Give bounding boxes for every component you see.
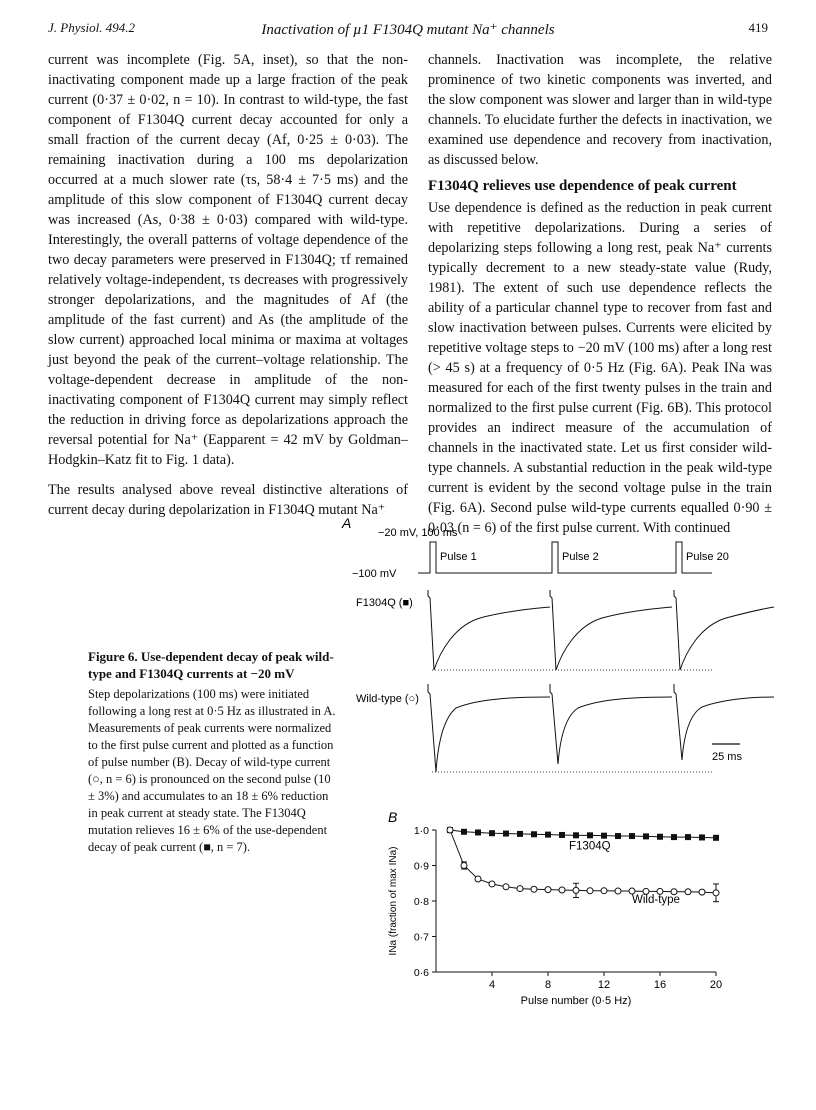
data-point-wildtype <box>545 887 551 893</box>
data-point-f1304q <box>475 829 481 835</box>
x-tick-label: 16 <box>653 979 667 991</box>
data-point-f1304q <box>573 832 579 838</box>
y-axis-label: INa (fraction of max INa) <box>388 846 399 956</box>
f1304q-traces <box>428 590 774 670</box>
caption-title: Figure 6. Use-dependent decay of peak wild-type and F1304Q currents at −20 mV <box>88 649 334 681</box>
f1304q-trace-pulse-2 <box>550 590 672 670</box>
pulse-20-label: Pulse 20 <box>686 551 729 563</box>
data-point-f1304q <box>517 831 523 837</box>
data-point-f1304q <box>713 835 719 841</box>
y-tick-label: 1·0 <box>413 825 429 837</box>
data-point-wildtype <box>559 887 565 893</box>
data-point-wildtype <box>713 890 719 896</box>
data-point-f1304q <box>657 834 663 840</box>
wildtype-trace-pulse-2 <box>550 684 672 764</box>
data-point-f1304q <box>545 832 551 838</box>
data-point-f1304q <box>629 833 635 839</box>
data-point-wildtype <box>517 886 523 892</box>
data-point-f1304q <box>643 833 649 839</box>
data-point-f1304q <box>671 834 677 840</box>
panel-b-label: B <box>388 809 398 825</box>
f1304q-trace-pulse-1 <box>428 590 550 670</box>
data-point-wildtype <box>685 889 691 895</box>
y-tick-label: 0·7 <box>413 931 429 944</box>
body-paragraph: channels. Inactivation was incomplete, the relative prominence of two kinetic components was inverted, and the slow component was slower and larger than in wild-type channels. To elucidate further the defects in inactivation, we examined use dependence and recovery from inactivation, as discussed below. <box>428 52 772 168</box>
y-tick-label: 0·9 <box>413 860 429 873</box>
time-scale-label: 25 ms <box>712 751 742 763</box>
wildtype-trace-pulse-1 <box>428 684 550 772</box>
series-label-wildtype: Wild-type <box>632 893 680 906</box>
step-voltage-label: −20 mV, 100 ms <box>378 527 458 539</box>
data-point-f1304q <box>615 833 621 839</box>
wildtype-row-label: Wild-type (○) <box>356 693 419 705</box>
y-tick-label: 0·8 <box>413 896 429 908</box>
panel-a-traces <box>340 512 780 802</box>
data-point-wildtype <box>615 888 621 894</box>
left-column <box>48 50 408 520</box>
data-point-f1304q <box>461 829 467 835</box>
running-header <box>0 20 816 40</box>
right-column <box>428 50 772 538</box>
x-tick-label: 4 <box>488 979 496 991</box>
holding-potential-label: −100 mV <box>352 568 397 580</box>
data-point-wildtype <box>461 863 467 869</box>
data-point-f1304q <box>685 834 691 840</box>
body-paragraph: Use dependence is defined as the reduction in peak current with repetitive depolarizations. During a series of depolarizing steps following a long rest, peak Na⁺ currents typically decrement to a new steady-state value (Rudy, 1981). The extent of such use dependence reflects the ability of a particular channel type to recover from fast and slow inactivation between pulses. Currents were elicited by repetitive voltage steps to −20 mV (100 ms) after a long rest (> 45 s) at a frequency of 0·5 Hz (Fig. 6A). Peak INa was measured for each of the first twenty pulses in the train and normalized to the first pulse current (Fig. 6B). This protocol provides an indirect measure of the accumulation of channels in the inactivated state. Let us first consider wild-type channels. A substantial reduction in the peak wild-type current is evident by the second voltage pulse in the train (Fig. 6A). Second pulse wild-type currents equalled 0·90 ± 0·03 (n = 6) of the first pulse current. With continued <box>428 200 772 536</box>
data-point-f1304q <box>559 832 565 838</box>
caption-body: Step depolarizations (100 ms) were initiated following a long rest at 0·5 Hz as illustrated in A. Measurements of peak currents were normalized to the first pulse current and plotted as a function of pulse number (B). Decay of wild-type current (○, n = 6) is pronounced on the second pulse (10 ± 3%) and accumulates to an 18 ± 6% reduction in peak current at steady state. The F1304Q mutation relieves 16 ± 6% of the use-dependent decay of peak current (■, n = 7). <box>88 687 336 854</box>
journal-name: J. Physiol. 494.2 <box>48 20 136 35</box>
x-tick-label: 20 <box>709 979 723 991</box>
data-point-wildtype <box>531 886 537 892</box>
x-tick-label: 12 <box>597 979 611 991</box>
data-point-wildtype <box>587 888 593 894</box>
wildtype-trace-pulse-20 <box>674 684 774 760</box>
f1304q-trace-pulse-20 <box>674 590 774 670</box>
data-point-wildtype <box>489 881 495 887</box>
data-point-f1304q <box>503 831 509 837</box>
body-paragraph: current was incomplete (Fig. 5A, inset), so that the non-inactivating component made up a large fraction of the peak current (0·37 ± 0·02, n = 10). In contrast to wild-type, the fast component of F1304Q current decay accounted for only a small fraction of the current decay (Af, 0·25 ± 0·03). The remaining inactivation during a 100 ms depolarization occurred at a much slower rate (τs, 58·4 ± 7·5 ms) and the amplitude of this slow component of F1304Q current decay was increased (As, 0·38 ± 0·03) compared with wild-type. Interestingly, the overall patterns of voltage dependence of the two decay parameters were preserved in F1304Q; τf remained relatively voltage-independent, τs decreases with progressively stronger depolarizations, and the magnitudes of Af (the amplitude of the fast current) and As (the amplitude of the slow current) approached local minima or maxima at voltages just beyond the peak of the current–voltage relationship. The voltage-dependent decrease in amplitude of the non-inactivating component of F1304Q current may simply reflect the reduction in driving force as depolarizations approach the reversal potential for Na⁺ (Eapparent = 42 mV by Goldman–Hodgkin–Katz fit to Fig. 1 data). <box>48 52 408 468</box>
x-axis-label: Pulse number (0·5 Hz) <box>520 995 632 1007</box>
x-tick-label: 8 <box>544 979 552 991</box>
series-label-f1304q: F1304Q <box>569 840 611 853</box>
data-point-wildtype <box>503 884 509 890</box>
pulse-1-label: Pulse 1 <box>440 551 477 563</box>
data-point-wildtype <box>601 888 607 894</box>
page-number: 419 <box>748 20 768 35</box>
running-title: Inactivation of µ1 F1304Q mutant Na⁺ channels <box>261 22 555 38</box>
data-point-wildtype <box>573 887 579 893</box>
data-point-f1304q <box>531 831 537 837</box>
data-point-wildtype <box>447 827 453 833</box>
data-point-wildtype <box>475 876 481 882</box>
pulse-2-label: Pulse 2 <box>562 551 599 563</box>
figure-caption <box>88 648 338 856</box>
f1304q-row-label: F1304Q (■) <box>356 597 413 609</box>
body-paragraph: The results analysed above reveal distinctive alterations of current decay during depolarization in F1304Q mutant Na⁺ <box>48 482 408 518</box>
panel-a-label: A <box>342 515 352 531</box>
data-point-f1304q <box>601 833 607 839</box>
data-point-f1304q <box>699 834 705 840</box>
data-point-f1304q <box>489 830 495 836</box>
y-tick-label: 0·6 <box>413 967 429 979</box>
data-point-f1304q <box>587 832 593 838</box>
data-point-wildtype <box>699 889 705 895</box>
panel-b-chart <box>380 808 740 1008</box>
section-heading: F1304Q relieves use dependence of peak current <box>428 178 737 194</box>
